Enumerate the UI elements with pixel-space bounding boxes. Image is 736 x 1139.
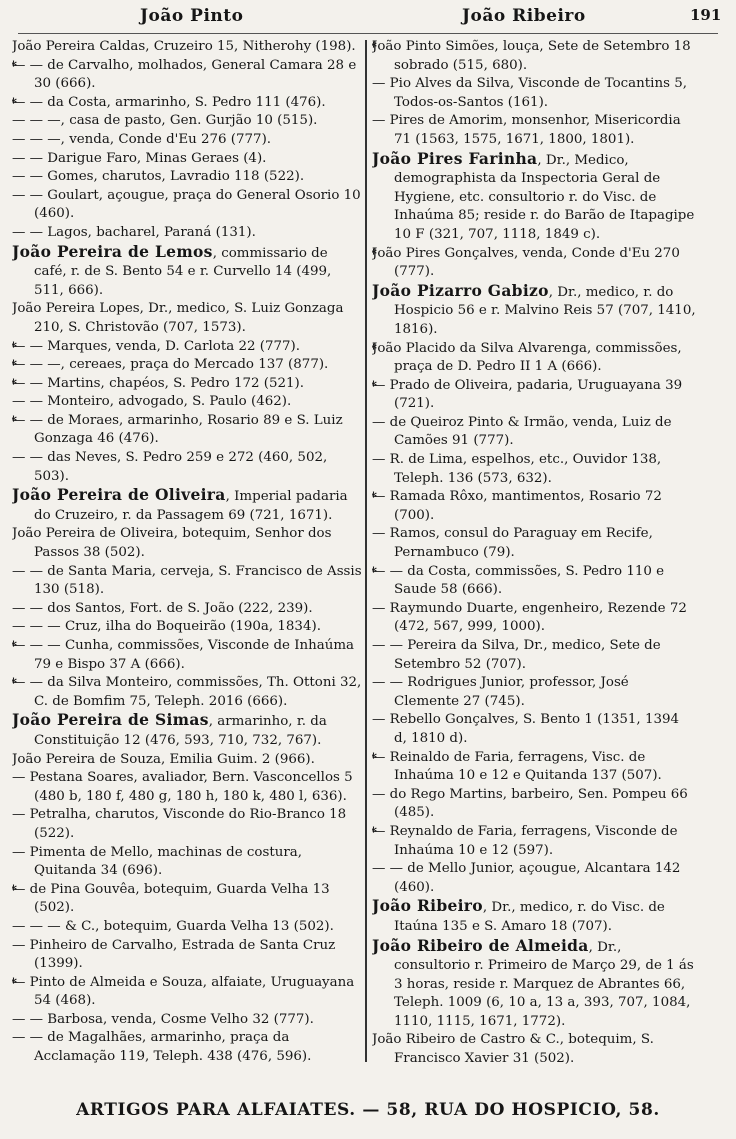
entry-text: — — Monteiro, advogado, S. Paulo (462).	[12, 394, 292, 410]
directory-entry	[12, 711, 362, 750]
directory-entry	[12, 375, 362, 394]
entry-text: — — Marques, venda, D. Carlota 22 (777).	[12, 338, 301, 354]
directory-entry	[12, 1011, 362, 1030]
entry-text: — Rebello Gonçalves, S. Bento 1 (1351, 1394 d, 1810 d).	[372, 712, 680, 746]
directory-entry	[372, 1031, 696, 1066]
directory-entry	[372, 637, 696, 674]
directory-entry	[12, 38, 362, 57]
page-number: 191	[690, 6, 722, 24]
entry-text: — Pinheiro de Carvalho, Estrada de Santa Cruz (1399).	[12, 937, 336, 972]
left-column	[12, 38, 362, 1066]
page-header	[0, 4, 736, 30]
entry-text: — do Rego Martins, barbeiro, Sen. Pompeu 66 (485).	[372, 786, 688, 821]
directory-entry	[372, 75, 696, 112]
directory-entry	[12, 618, 362, 637]
entry-name-bold: João Ribeiro	[372, 896, 483, 916]
entry-text: João Pires Gonçalves, venda, Conde d'Eu 270 (777).	[372, 245, 680, 280]
side-advertisement-text	[701, 1034, 729, 1062]
entry-text: — — Rodrigues Junior, professor, José Clemente 27 (745).	[372, 675, 629, 709]
directory-entry	[12, 393, 362, 412]
entry-text: João Placido da Silva Alvarenga, commissões, praça de D. Pedro II 1 A (666).	[372, 340, 682, 375]
entry-text: — — Lagos, bacharel, Paraná (131).	[12, 224, 256, 240]
directory-entry	[372, 525, 696, 562]
right-running-head: João Ribeiro	[462, 6, 586, 26]
directory-entry	[372, 340, 696, 377]
entry-text: — — da Silva Monteiro, commissões, Th. Ottoni 32, C. de Bomfim 75, Teleph. 2016 (666).	[12, 675, 362, 709]
entry-text: — de Pina Gouvêa, botequim, Guarda Velha 13 (502).	[12, 881, 330, 916]
right-column	[372, 38, 696, 1066]
entry-text: — — Darigue Faro, Minas Geraes (4).	[12, 150, 267, 166]
entry-text: — Prado de Oliveira, padaria, Uruguayana 39 (721).	[372, 377, 683, 412]
entry-text: — Reinaldo de Faria, ferragens, Visc. de Inhaúma 10 e 12 e Quitanda 137 (507).	[372, 749, 662, 784]
entry-text: — — das Neves, S. Pedro 259 e 272 (460, 502, 503).	[12, 450, 328, 484]
directory-entry	[12, 637, 362, 674]
entry-text: — — de Santa Maria, cerveja, S. Francisco de Assis 130 (518).	[12, 563, 362, 598]
directory-entry	[372, 150, 696, 245]
entry-text: , Dr., consultorio r. Primeiro de Março 29, de 1 ás 3 horas, reside r. Marquez de Abrantes 66, Teleph. 1009 (6, 10 a, 13 a, 393, 707, 1084, 1110, 1115, 1671, 1772).	[394, 939, 694, 1029]
entry-name-bold: João Pereira de Oliveira	[12, 485, 226, 505]
entry-text: — — dos Santos, Fort. de S. João (222, 239).	[12, 600, 313, 616]
entry-text: — — Gomes, charutos, Lavradio 118 (522).	[12, 169, 305, 185]
directory-entry	[12, 168, 362, 187]
directory-entry	[372, 823, 696, 860]
entry-text: — Ramada Rôxo, mantimentos, Rosario 72 (700).	[372, 489, 662, 523]
column-divider	[365, 40, 367, 1062]
entry-text: — Pestana Soares, avaliador, Bern. Vasconcellos 5 (480 b, 180 f, 480 g, 180 h, 180 k, 480 l, 636).	[12, 770, 353, 804]
entry-text: , Dr., medico, r. do Hospicio 56 e r. Malvino Reis 57 (707, 1410, 1816).	[394, 284, 696, 337]
directory-entry	[372, 563, 696, 600]
footer-advertisement: ARTIGOS PARA ALFAIATES. — 58, RUA DO HOSPICIO, 58.	[76, 1100, 660, 1120]
left-running-head: João Pinto	[140, 6, 244, 26]
directory-entry	[372, 600, 696, 637]
entry-text: — Pio Alves da Silva, Visconde de Tocantins 5, Todos-os-Santos (161).	[372, 76, 687, 110]
directory-entry	[372, 451, 696, 488]
side-advertisement	[701, 42, 729, 1062]
directory-entry	[372, 749, 696, 786]
entry-name-bold: João Ribeiro de Almeida	[372, 935, 589, 955]
directory-entry	[372, 937, 696, 1032]
entry-text: — — da Costa, armarinho, S. Pedro 111 (476).	[12, 94, 326, 110]
entry-text: João Pereira de Oliveira, botequim, Senhor dos Passos 38 (502).	[12, 526, 332, 561]
entry-text: João Pereira de Souza, Emilia Guim. 2 (966).	[12, 751, 315, 767]
entry-text: — Reynaldo de Faria, ferragens, Visconde de Inhaúma 10 e 12 (597).	[372, 823, 678, 858]
entry-text: — — de Mello Junior, açougue, Alcantara 142 (460).	[372, 861, 681, 895]
entry-text: — — de Magalhães, armarinho, praça da Acclamação 119, Teleph. 438 (476, 596).	[12, 1030, 312, 1065]
directory-entry	[12, 187, 362, 224]
entry-text: — — da Costa, commissões, S. Pedro 110 e Saude 58 (666).	[372, 563, 665, 598]
directory-entry	[372, 711, 696, 748]
entry-text: — de Queiroz Pinto & Irmão, venda, Luiz de Camões 91 (777).	[372, 414, 672, 449]
directory-entry	[12, 243, 362, 301]
entry-text: João Pinto Simões, louça, Sete de Setembro 18 sobrado (515, 680).	[372, 39, 691, 73]
directory-entry	[12, 300, 362, 337]
directory-entry	[12, 806, 362, 843]
entry-text: — Pinto de Almeida e Souza, alfaiate, Uruguayana 54 (468).	[12, 974, 355, 1009]
entry-text: — — de Moraes, armarinho, Rosario 89 e S. Luiz Gonzaga 46 (476).	[12, 412, 343, 447]
directory-entry	[12, 844, 362, 881]
entry-text: — Pires de Amorim, monsenhor, Misericordia 71 (1563, 1575, 1671, 1800, 1801).	[372, 113, 681, 147]
entry-text: — Petralha, charutos, Visconde do Rio-Branco 18 (522).	[12, 807, 347, 841]
directory-entry	[12, 338, 362, 357]
directory-entry	[12, 563, 362, 600]
entry-name-bold: João Pereira de Simas	[12, 710, 209, 730]
entry-text: , commissario de café, r. de S. Bento 54 e r. Curvello 14 (499, 511, 666).	[34, 245, 332, 298]
directory-entry	[12, 94, 362, 113]
entry-text: — — —, casa de pasto, Gen. Gurjão 10 (515).	[12, 113, 318, 129]
directory-entry	[372, 488, 696, 525]
directory-entry	[12, 600, 362, 619]
entry-text: — — — Cruz, ilha do Boqueirão (190a, 1834).	[12, 619, 321, 635]
directory-entry	[372, 245, 696, 282]
entry-text: — — Martins, chapéos, S. Pedro 172 (521).	[12, 375, 305, 391]
entry-text: , Imperial padaria do Cruzeiro, r. da Passagem 69 (721, 1671).	[34, 489, 348, 523]
directory-entry	[12, 918, 362, 937]
entry-text: João Pereira Lopes, Dr., medico, S. Luiz Gonzaga 210, S. Christovão (707, 1573).	[12, 301, 344, 335]
directory-entry	[12, 486, 362, 525]
directory-entry	[12, 150, 362, 169]
entry-text: , armarinho, r. da Constituição 12 (476, 593, 710, 732, 767).	[34, 714, 327, 748]
directory-entry	[12, 974, 362, 1011]
directory-entry	[12, 751, 362, 770]
entry-name-bold: João Pires Farinha	[372, 148, 538, 168]
directory-entry	[372, 377, 696, 414]
directory-entry	[12, 449, 362, 486]
entry-text: — Ramos, consul do Paraguay em Recife, Pernambuco (79).	[372, 526, 653, 561]
entry-text: — — — Cunha, commissões, Visconde de Inhaúma 79 e Bispo 37 A (666).	[12, 638, 355, 672]
entry-text: , Dr., Medico, demographista da Inspectoria Geral de Hygiene, etc. consultorio r. do Visc. de Inhaúma 85; reside r. do Barão de Itapagipe 10 F (321, 707, 1118, 1849 c).	[394, 152, 695, 242]
entry-text: João Ribeiro de Castro & C., botequim, S. Francisco Xavier 31 (502).	[372, 1032, 654, 1066]
entry-text: — — —, venda, Conde d'Eu 276 (777).	[12, 131, 272, 147]
directory-entry	[12, 224, 362, 243]
entry-name-bold: João Pereira de Lemos	[12, 241, 213, 261]
directory-entry	[372, 860, 696, 897]
entry-text: João Pereira Caldas, Cruzeiro 15, Nitherohy (198).	[12, 39, 356, 54]
directory-entry	[12, 131, 362, 150]
entry-text: — — Pereira da Silva, Dr., medico, Sete de Setembro 52 (707).	[372, 638, 661, 672]
directory-entry	[12, 769, 362, 806]
directory-entry	[12, 937, 362, 974]
entry-text: — Pimenta de Mello, machinas de costura, Quitanda 34 (696).	[12, 844, 302, 879]
directory-entry	[12, 525, 362, 562]
directory-entry	[372, 282, 696, 340]
directory-entry	[12, 57, 362, 94]
entry-text: — Raymundo Duarte, engenheiro, Rezende 72 (472, 567, 999, 1000).	[372, 600, 687, 635]
directory-entry	[12, 1029, 362, 1066]
entry-text: — — —, cereaes, praça do Mercado 137 (877).	[12, 357, 329, 373]
directory-entry	[372, 414, 696, 451]
entry-name-bold: João Pizarro Gabizo	[372, 280, 549, 300]
entry-text: — — Goulart, açougue, praça do General Osorio 10 (460).	[12, 187, 361, 222]
directory-entry	[12, 881, 362, 918]
entry-text: — — de Carvalho, molhados, General Camara 28 e 30 (666).	[12, 57, 357, 92]
directory-entry	[12, 412, 362, 449]
entry-text: — R. de Lima, espelhos, etc., Ouvidor 138, Teleph. 136 (573, 632).	[372, 452, 662, 486]
directory-entry	[372, 38, 696, 75]
entry-text: — — — & C., botequim, Guarda Velha 13 (502).	[12, 918, 334, 934]
entry-text: — — Barbosa, venda, Cosme Velho 32 (777).	[12, 1011, 314, 1027]
directory-entry	[372, 897, 696, 936]
directory-entry	[372, 112, 696, 149]
directory-entry	[372, 786, 696, 823]
entry-text: , Dr., medico, r. do Visc. de Itaúna 135 e S. Amaro 18 (707).	[394, 900, 665, 934]
directory-entry	[12, 112, 362, 131]
directory-entry	[372, 674, 696, 711]
directory-entry	[12, 356, 362, 375]
header-rule	[18, 33, 718, 34]
directory-entry	[12, 674, 362, 711]
